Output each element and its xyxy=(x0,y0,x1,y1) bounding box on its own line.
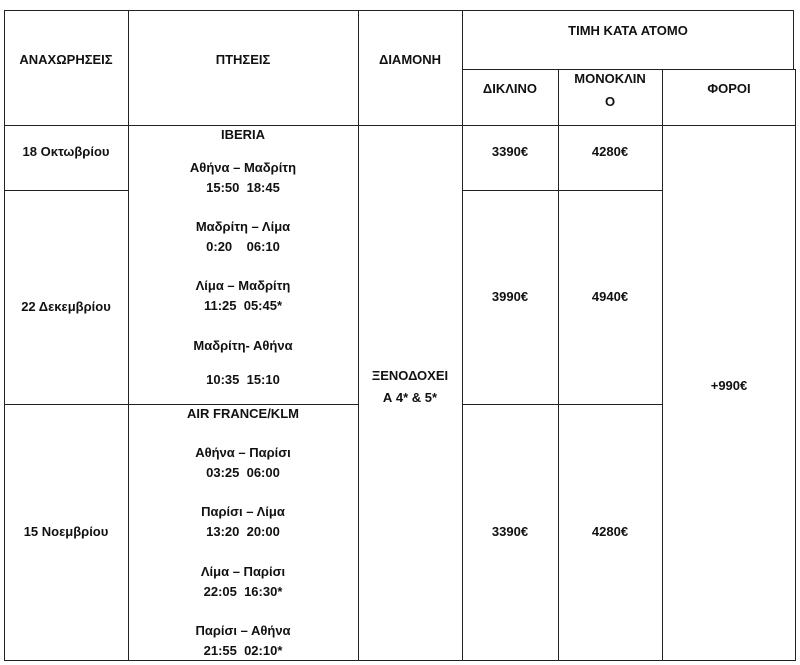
header-double-room: ΔΙΚΛΙΝΟ xyxy=(482,81,538,96)
header-single-room-line1: ΜΟΝΟΚΛΙΝ xyxy=(574,71,646,86)
flight-times: 15:50 18:45 xyxy=(206,180,280,195)
flight-times: 22:05 16:30* xyxy=(203,584,283,599)
flight-times: 0:20 06:10 xyxy=(206,239,280,254)
flight-route: Αθήνα – Μαδρίτη xyxy=(189,160,297,175)
airline-airfrance-klm: AIR FRANCE/KLM xyxy=(187,406,299,421)
flight-route: Αθήνα – Παρίσι xyxy=(195,445,291,460)
header-accommodation: ΔΙΑΜΟΝΗ xyxy=(378,52,442,67)
flight-route: Λίμα – Μαδρίτη xyxy=(195,278,291,293)
header-flights: ΠΤΗΣΕΙΣ xyxy=(215,52,271,67)
date-row-1: 18 Οκτωβρίου xyxy=(22,144,110,159)
divider-single-taxes xyxy=(662,69,663,661)
header-single-room-line2: Ο xyxy=(604,94,616,109)
flight-route: Λίμα – Παρίσι xyxy=(200,564,286,579)
accommodation-line1: ΞΕΝΟΔΟΧΕΙ xyxy=(371,368,449,383)
row1-bottom-dates xyxy=(4,190,128,191)
price-single-row-2: 4940€ xyxy=(591,289,629,304)
price-single-row-1: 4280€ xyxy=(591,144,629,159)
row1-bottom-prices xyxy=(462,190,662,191)
flight-route: Παρίσι – Λίμα xyxy=(201,504,285,519)
flight-times: 13:20 20:00 xyxy=(206,524,280,539)
flight-route: Μαδρίτη – Λίμα xyxy=(195,219,291,234)
header-bottom-line xyxy=(4,125,796,126)
flight-times: 11:25 05:45* xyxy=(203,298,283,313)
header-taxes: ΦΟΡΟΙ xyxy=(707,81,751,96)
accommodation-line2: Α 4* & 5* xyxy=(382,390,438,405)
flight-times: 21:55 02:10* xyxy=(203,643,283,658)
price-double-row-3: 3390€ xyxy=(491,524,529,539)
row2-bottom-dates xyxy=(4,404,128,405)
header-price-per-person: ΤΙΜΗ ΚΑΤΑ ΑΤΟΜΟ xyxy=(568,23,688,38)
price-double-row-1: 3390€ xyxy=(491,144,529,159)
divider-accommodation-prices xyxy=(462,10,463,661)
date-row-2: 22 Δεκεμβρίου xyxy=(21,299,111,314)
price-double-row-2: 3990€ xyxy=(491,289,529,304)
table-border-top xyxy=(462,10,794,11)
divider-flights-accommodation xyxy=(358,10,359,661)
price-single-row-3: 4280€ xyxy=(591,524,629,539)
flight-times: 10:35 15:10 xyxy=(206,372,280,387)
row2-bottom-prices xyxy=(462,404,662,405)
flight-route: Μαδρίτη- Αθήνα xyxy=(193,338,293,353)
border-right xyxy=(795,69,796,661)
header-departures: ΑΝΑΧΩΡΗΣΕΙΣ xyxy=(19,52,113,67)
border-left xyxy=(4,10,5,661)
flight-route: Παρίσι – Αθήνα xyxy=(195,623,291,638)
airline-iberia: IBERIA xyxy=(220,127,266,142)
flight-times: 03:25 06:00 xyxy=(206,465,280,480)
taxes-value: +990€ xyxy=(710,378,748,393)
table-border-top-left xyxy=(4,10,462,11)
table-border-bottom xyxy=(4,660,796,661)
date-row-3: 15 Νοεμβρίου xyxy=(23,524,109,539)
